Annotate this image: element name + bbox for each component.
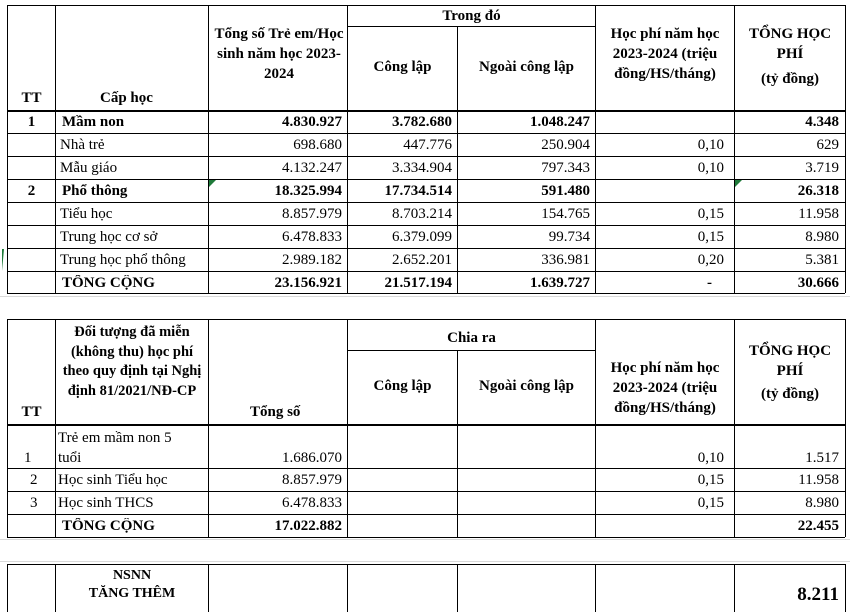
grid-vertical — [845, 319, 846, 537]
header-tong-so: Tổng số Trẻ em/Học sinh năm học 2023-2024 — [214, 26, 344, 82]
row-fee: 0,10 — [697, 137, 724, 153]
t2-header-ngoai-cong-lap: Ngoài công lập — [478, 378, 574, 394]
nsnn-label-line1: NSNN — [112, 568, 152, 583]
row-fee: 0,10 — [697, 160, 724, 176]
row-name: Trung học cơ sở — [60, 229, 158, 245]
t2-row-fee: 0,15 — [697, 495, 724, 511]
row-ngoai-cong-lap: 1.048.247 — [530, 114, 590, 130]
row-tong: 5.381 — [805, 252, 839, 268]
grid-horizontal — [7, 491, 845, 492]
grid-vertical — [845, 5, 846, 293]
grid-horizontal — [7, 156, 845, 157]
grid-vertical — [55, 5, 56, 293]
t2-header-tt: TT — [21, 404, 42, 420]
row-ngoai-cong-lap: 99.734 — [548, 229, 590, 245]
row-name: Tiểu học — [60, 206, 113, 222]
grid-vertical — [347, 319, 348, 537]
row-tong: 26.318 — [797, 183, 839, 199]
nsnn-value: 8.211 — [797, 584, 839, 605]
row-total: 4.132.247 — [282, 160, 342, 176]
row-cong-lap: 2.652.201 — [392, 252, 452, 268]
t2-total-tong: 22.455 — [797, 518, 839, 534]
row-total: 6.478.833 — [282, 229, 342, 245]
row-tong: 4.348 — [805, 114, 839, 130]
grid-horizontal — [7, 110, 845, 112]
t2-header-doi-tuong: Đối tượng đã miễn (không thu) học phí theo quy định tại Nghị định 81/2021/NĐ-CP — [62, 324, 202, 399]
grid-horizontal — [347, 350, 595, 351]
row-fee: 0,20 — [697, 252, 724, 268]
row-total: 698.680 — [293, 137, 342, 153]
row-tong: 3.719 — [805, 160, 839, 176]
grid-horizontal — [7, 424, 845, 426]
row-name: Phổ thông — [62, 183, 128, 199]
grid-horizontal — [7, 564, 845, 565]
grid-vertical — [208, 564, 209, 612]
row-ngoai-cong-lap: 336.981 — [541, 252, 590, 268]
total-fee: - — [707, 275, 712, 291]
total-cong-lap: 21.517.194 — [384, 275, 452, 291]
t2-row-tt: 1 — [24, 450, 32, 466]
grid-vertical — [595, 564, 596, 612]
grid-horizontal — [347, 26, 595, 27]
row-total: 8.857.979 — [282, 206, 342, 222]
header-hoc-phi: Học phí năm học 2023-2024 (triệu đồng/HS/tháng) — [610, 26, 720, 82]
t2-row-name: Học sinh Tiểu học — [58, 472, 168, 488]
row-tt: 2 — [27, 183, 36, 199]
t2-header-tong-hoc-phi-unit: (tỷ đồng) — [761, 386, 819, 402]
row-cong-lap: 8.703.214 — [392, 206, 452, 222]
row-total: 18.325.994 — [274, 183, 342, 199]
row-tong: 629 — [816, 137, 839, 153]
row-ngoai-cong-lap: 154.765 — [541, 206, 590, 222]
t2-row-fee: 0,15 — [697, 472, 724, 488]
row-cong-lap: 3.782.680 — [392, 114, 452, 130]
row-tt: 1 — [27, 114, 36, 130]
row-ngoai-cong-lap: 591.480 — [541, 183, 590, 199]
grid-horizontal — [7, 5, 845, 6]
t2-row-total: 8.857.979 — [282, 472, 342, 488]
t2-row-tong: 11.958 — [798, 472, 839, 488]
row-fee: 0,15 — [697, 229, 724, 245]
row-name: Trung học phổ thông — [60, 252, 186, 268]
grid-vertical — [347, 564, 348, 612]
grid-vertical — [7, 5, 8, 293]
row-cong-lap: 17.734.514 — [384, 183, 452, 199]
grid-horizontal — [7, 202, 845, 203]
nsnn-label-line2: TĂNG THÊM — [88, 586, 176, 601]
grid-horizontal — [7, 248, 845, 249]
grid-horizontal — [7, 514, 845, 515]
t2-row-fee: 0,10 — [697, 450, 724, 466]
grid-vertical — [845, 564, 846, 612]
header-ngoai-cong-lap: Ngoài công lập — [478, 59, 574, 75]
row-name: Mẫu giáo — [60, 160, 118, 176]
t2-total-value: 17.022.882 — [274, 518, 342, 534]
row-tong: 11.958 — [798, 206, 839, 222]
t2-row-name: Trẻ em mầm non 5 tuổi — [58, 430, 172, 466]
row-ngoai-cong-lap: 250.904 — [541, 137, 590, 153]
t2-row-total: 1.686.070 — [282, 450, 342, 466]
row-cong-lap: 6.379.099 — [392, 229, 452, 245]
header-tong-hoc-phi-unit: (tỷ đồng) — [761, 71, 819, 87]
total-ngoai-cong-lap: 1.639.727 — [530, 275, 590, 291]
total-tong: 30.666 — [797, 275, 839, 291]
t2-header-cong-lap: Công lập — [373, 378, 432, 394]
row-ngoai-cong-lap: 797.343 — [541, 160, 590, 176]
row-total: 2.989.182 — [282, 252, 342, 268]
t2-row-tt: 2 — [30, 472, 38, 488]
row-cong-lap: 447.776 — [403, 137, 452, 153]
t2-total-label: TỔNG CỘNG — [62, 518, 155, 534]
grid-horizontal — [7, 468, 845, 469]
grid-horizontal — [7, 293, 845, 294]
row-tong: 8.980 — [805, 229, 839, 245]
row-total: 4.830.927 — [282, 114, 342, 130]
total-label: TỔNG CỘNG — [62, 275, 155, 291]
t2-row-tong: 8.980 — [805, 495, 839, 511]
header-cong-lap: Công lập — [373, 59, 432, 75]
row-cong-lap: 3.334.904 — [392, 160, 452, 176]
row-fee: 0,15 — [697, 206, 724, 222]
row-name: Nhà trẻ — [60, 137, 105, 153]
total-value: 23.156.921 — [274, 275, 342, 291]
header-tong-hoc-phi: TỔNG HỌC PHÍ — [748, 26, 832, 62]
grid-horizontal — [7, 179, 845, 180]
t2-row-tong: 1.517 — [805, 450, 839, 466]
t2-header-hoc-phi: Học phí năm học 2023-2024 (triệu đồng/HS/tháng) — [610, 360, 720, 416]
grid-vertical — [55, 319, 56, 537]
t2-header-tong-hoc-phi: TỔNG HỌC PHÍ — [748, 343, 832, 379]
gridline — [0, 296, 850, 297]
header-tt: TT — [21, 90, 42, 106]
grid-horizontal — [7, 319, 845, 320]
header-trong-do: Trong đó — [442, 8, 501, 24]
grid-vertical — [7, 564, 8, 612]
gridline — [0, 539, 850, 540]
gridline — [0, 561, 850, 562]
t2-row-name: Học sinh THCS — [58, 495, 154, 511]
grid-horizontal — [7, 537, 845, 538]
t2-header-chia-ra: Chia ra — [447, 330, 496, 346]
row-name: Mầm non — [62, 114, 125, 130]
t2-header-tong-so: Tổng số — [250, 404, 301, 420]
grid-horizontal — [7, 225, 845, 226]
cell-note-indicator — [2, 249, 4, 271]
grid-horizontal — [7, 271, 845, 272]
header-cap-hoc: Cấp học — [100, 90, 153, 106]
t2-row-tt: 3 — [30, 495, 38, 511]
grid-horizontal — [7, 133, 845, 134]
grid-vertical — [457, 564, 458, 612]
t2-row-total: 6.478.833 — [282, 495, 342, 511]
